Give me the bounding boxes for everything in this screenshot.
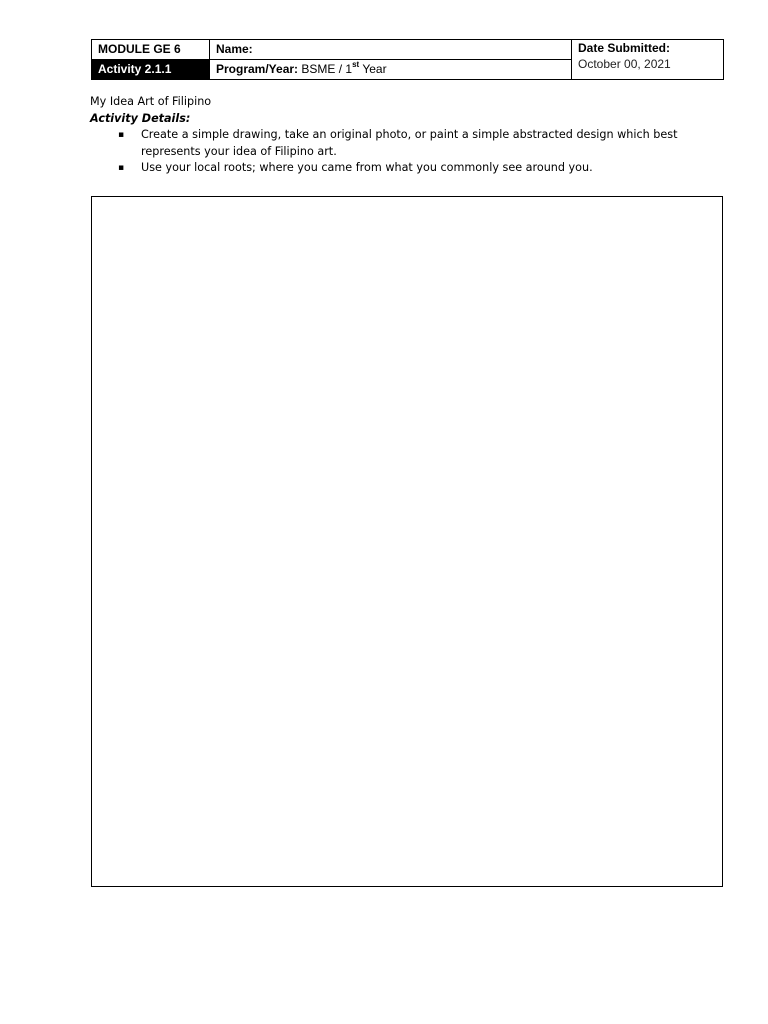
date-label: Date Submitted:	[578, 41, 671, 55]
drawing-area[interactable]	[91, 196, 723, 887]
program-sup: st	[352, 60, 360, 69]
activity-cell: Activity 2.1.1	[92, 60, 210, 80]
details-label: Activity Details:	[90, 111, 191, 125]
module-cell: MODULE GE 6	[92, 40, 210, 60]
date-cell	[572, 40, 724, 80]
name-label: Name:	[210, 40, 572, 60]
bullet-icon: ▪	[118, 163, 125, 173]
program-cell	[210, 60, 572, 80]
bullet-icon: ▪	[118, 130, 125, 140]
bullet-text: Create a simple drawing, take an original photo, or paint a simple abstracted design which best represents your idea of Filipino art.	[141, 128, 678, 158]
date-value: October 00, 2021	[578, 57, 671, 71]
list-item	[90, 127, 730, 160]
activity-title: My Idea Art of Filipino	[90, 95, 212, 108]
header-table	[91, 39, 724, 80]
bullet-text: Use your local roots; where you came from what you commonly see around you.	[141, 161, 593, 174]
program-value: BSME / 1	[301, 62, 353, 76]
list-item	[90, 160, 730, 177]
program-year-word: Year	[362, 62, 387, 76]
program-label: Program/Year:	[216, 62, 299, 76]
activity-content	[90, 94, 730, 177]
details-list	[90, 127, 730, 177]
